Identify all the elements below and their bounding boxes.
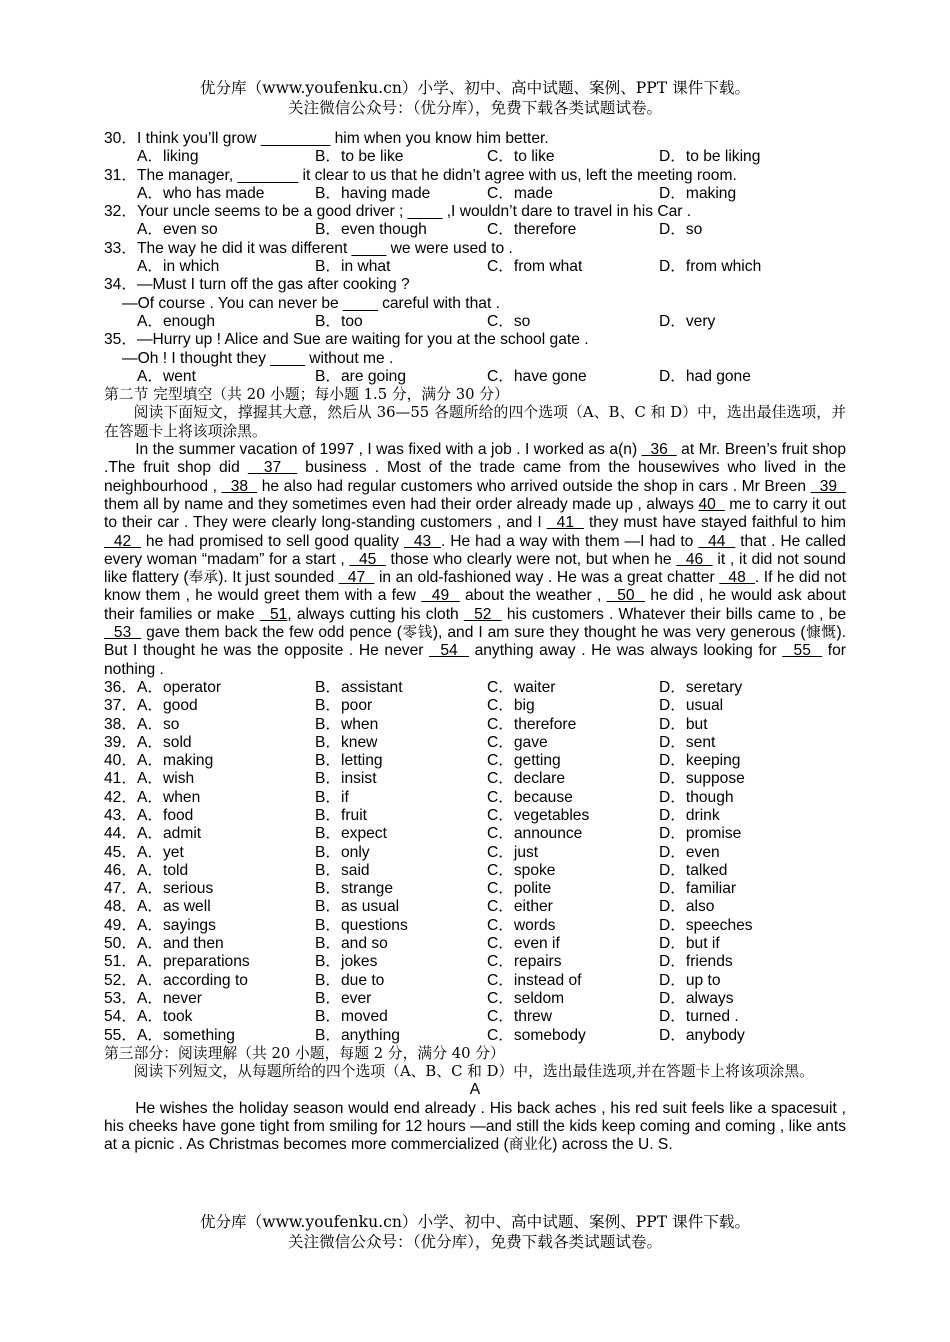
header-line-1: 优分库（www.youfenku.cn）小学、初中、高中试题、案例、PPT 课件下载。 xyxy=(199,79,751,97)
question-number: 50． xyxy=(104,935,137,953)
chinese-gloss: 零钱 xyxy=(401,625,433,642)
answer-option: C．have gone xyxy=(487,367,587,385)
answer-option: C．waiter xyxy=(487,678,556,696)
answer-option: B．are going xyxy=(315,367,407,385)
answer-option: B．expect xyxy=(315,825,387,843)
answer-option: A．as well xyxy=(137,898,211,916)
answer-option: C．so xyxy=(487,312,531,330)
blank-51: 51 xyxy=(259,605,288,623)
question-number: 48． xyxy=(104,898,137,916)
chinese-gloss: 慷慨 xyxy=(805,625,837,642)
answer-option: B．ever xyxy=(315,989,372,1007)
cloze-option-row xyxy=(104,862,846,880)
question-number: 39． xyxy=(104,733,137,751)
question-number: 52． xyxy=(104,971,137,989)
answer-option: A．even so xyxy=(137,221,218,239)
answer-option: B．fruit xyxy=(315,806,367,824)
answer-option: B．to be like xyxy=(315,148,404,166)
answer-option: A．yet xyxy=(137,843,184,861)
answer-option: A．wish xyxy=(137,770,195,788)
answer-option: A．never xyxy=(137,989,203,1007)
cloze-option-row xyxy=(104,844,846,862)
question-number: 55． xyxy=(104,1026,137,1044)
question-stem: 33．The way he did it was different ____ we were used to . xyxy=(104,239,513,257)
answer-option: B．having made xyxy=(315,184,431,202)
answer-option: C．spoke xyxy=(487,861,556,879)
answer-option: C．from what xyxy=(487,258,583,276)
chinese-gloss: 商业化 xyxy=(508,1137,553,1154)
answer-option: B．questions xyxy=(315,916,408,934)
answer-option: C．to like xyxy=(487,148,555,166)
answer-option: C．because xyxy=(487,788,573,806)
answer-option: C．even if xyxy=(487,935,560,953)
answer-option: B．letting xyxy=(315,752,383,770)
answer-option: B．strange xyxy=(315,880,394,898)
cloze-option-row xyxy=(104,697,846,715)
answer-option: A．told xyxy=(137,861,189,879)
answer-option: D．always xyxy=(659,989,734,1007)
answer-option: A．admit xyxy=(137,825,202,843)
answer-option: B．assistant xyxy=(315,678,403,696)
answer-option: D．keeping xyxy=(659,752,741,770)
option-row xyxy=(104,221,846,239)
answer-option: C．gave xyxy=(487,733,548,751)
chinese-gloss: 奉承 xyxy=(188,570,219,587)
answer-option: A．operator xyxy=(137,678,222,696)
answer-option: B．too xyxy=(315,312,363,330)
section3-title: 第三部分：阅读理解（共 20 小题，每题 2 分，满分 40 分） xyxy=(104,1044,505,1062)
question-stem: 31．The manager, _______ it clear to us that he didn’t agree with us, left the meeting room. xyxy=(104,166,737,184)
answer-option: D．drink xyxy=(659,806,720,824)
question-number: 43． xyxy=(104,806,137,824)
blank-43: 43 xyxy=(404,532,442,550)
answer-option: D．anybody xyxy=(659,1026,745,1044)
page-footer xyxy=(0,1212,950,1252)
question-number: 53． xyxy=(104,989,137,1007)
answer-option: D．promise xyxy=(659,825,742,843)
blank-53: 53 xyxy=(104,624,142,642)
cloze-option-row xyxy=(104,1027,846,1045)
footer-line-1: 优分库（www.youfenku.cn）小学、初中、高中试题、案例、PPT 课件下载。 xyxy=(199,1213,751,1231)
answer-option: B．when xyxy=(315,715,379,733)
option-row xyxy=(104,148,846,166)
question-number: 49． xyxy=(104,916,137,934)
footer-line-2: 关注微信公众号：（优分库），免费下载各类试题试卷。 xyxy=(287,1233,663,1251)
answer-option: C．somebody xyxy=(487,1026,586,1044)
answer-option: C．threw xyxy=(487,1008,552,1026)
answer-option: C．made xyxy=(487,184,553,202)
answer-option: B．moved xyxy=(315,1008,388,1026)
cloze-option-row xyxy=(104,807,846,825)
option-row xyxy=(104,368,846,386)
answer-option: A．liking xyxy=(137,148,199,166)
answer-option: D．to be liking xyxy=(659,148,761,166)
answer-option: D．from which xyxy=(659,258,762,276)
blank-37: 37 xyxy=(247,459,298,477)
blank-40: 40 xyxy=(698,495,725,513)
answer-option: B．if xyxy=(315,788,349,806)
option-row xyxy=(104,313,846,331)
answer-option: C．seldom xyxy=(487,989,565,1007)
cloze-option-row xyxy=(104,880,846,898)
blank-45: 45 xyxy=(349,550,386,568)
answer-option: D．speeches xyxy=(659,916,753,934)
question-stem: 32．Your uncle seems to be a good driver ; ____ ,I wouldn’t dare to travel in his Car . xyxy=(104,203,692,221)
page-header xyxy=(0,78,950,118)
passage-a-text: He wishes the holiday season would end already . His back aches , his red suit feels like a spacesuit , his cheeks have gone tight from smiling for 12 hours —and still the kids keep coming and coming , like ants at a picnic . As Christmas becomes more commercialized (商业化) across the U. S. xyxy=(104,1099,846,1154)
answer-option: A．when xyxy=(137,788,201,806)
blank-47: 47 xyxy=(338,569,375,587)
blank-44: 44 xyxy=(698,532,736,550)
section2-title: 第二节 完型填空（共 20 小题；每小题 1.5 分，满分 30 分） xyxy=(104,386,509,404)
blank-41: 41 xyxy=(546,514,584,532)
section2-instruction: 阅读下面短文，撑握其大意，然后从 36—55 各题所给的四个选项（A、B、C 和 D）中，选出最佳选项，并在答题卡上将该项涂黑。 xyxy=(104,404,846,440)
question-number: 41． xyxy=(104,770,137,788)
answer-option: B．only xyxy=(315,843,370,861)
answer-option: A．making xyxy=(137,752,214,770)
answer-option: C．polite xyxy=(487,880,552,898)
blank-52: 52 xyxy=(463,605,502,623)
question-number: 38． xyxy=(104,715,137,733)
question-number: 44． xyxy=(104,825,137,843)
blank-36: 36 xyxy=(641,441,677,459)
answer-option: B．due to xyxy=(315,971,385,989)
question-number: 46． xyxy=(104,861,137,879)
answer-option: B．poor xyxy=(315,697,373,715)
answer-option: D．suppose xyxy=(659,770,745,788)
answer-option: A．sold xyxy=(137,733,192,751)
answer-option: C．therefore xyxy=(487,715,577,733)
question-stem: 35．—Hurry up ! Alice and Sue are waiting for you at the school gate . xyxy=(104,331,589,349)
blank-42: 42 xyxy=(104,532,142,550)
blank-55: 55 xyxy=(782,642,823,660)
answer-option: D．turned . xyxy=(659,1008,739,1026)
answer-option: D．very xyxy=(659,312,716,330)
answer-option: C．big xyxy=(487,697,535,715)
answer-option: B．as usual xyxy=(315,898,400,916)
cloze-option-row xyxy=(104,990,846,1008)
question-reply: —Oh ! I thought they ____ without me . xyxy=(122,349,394,367)
answer-option: A．went xyxy=(137,367,196,385)
answer-option: A．sayings xyxy=(137,916,216,934)
cloze-option-row xyxy=(104,789,846,807)
blank-39: 39 xyxy=(810,477,846,495)
single-choice-section xyxy=(104,130,846,386)
question-stem: 30．I think you’ll grow ________ him when you know him better. xyxy=(104,130,549,147)
cloze-option-row xyxy=(104,953,846,971)
question-number: 37． xyxy=(104,697,137,715)
cloze-option-row xyxy=(104,917,846,935)
answer-option: A．took xyxy=(137,1008,193,1026)
answer-option: B．jokes xyxy=(315,953,378,971)
blank-38: 38 xyxy=(221,477,258,495)
cloze-option-row xyxy=(104,716,846,734)
question-number: 45． xyxy=(104,843,137,861)
cloze-options-list xyxy=(104,679,846,1045)
answer-option: A．food xyxy=(137,806,194,824)
answer-option: C．announce xyxy=(487,825,583,843)
answer-option: C．therefore xyxy=(487,221,577,239)
cloze-option-row xyxy=(104,825,846,843)
answer-option: A．preparations xyxy=(137,953,250,971)
answer-option: A．good xyxy=(137,697,198,715)
cloze-passage: In the summer vacation of 1997 , I was fixed with a job . I worked as a(n) 36 at Mr. Breen’s fruit shop .The fruit shop did 37 business . Most of the trade came from the housewives who lived in the neighbourhood , 38 he also had regular customers who arrived outside the shop in cars . Mr Breen 39 them all by name and they sometimes even had their order already made up , always 40 me to carry it out to their car . They were clearly long-standing customers , and I 41 they must have stayed faithful to him 42 he had promised to sell good quality 43 . He had a way with them —I had to 44 that . He called every woman “madam” for a start , 45 those who clearly were not, but when he 46 it , it did not sound like flattery (奉承). It just sounded 47 in an old-fashioned way . He was a great chatter 48 . If he did not know them , he would greet them with a few 49 about the weather , 50 he did , he would ask about their families or make 51, always cutting his cloth 52 his customers . Whatever their bills came to , be 53 gave them back the few odd pence (零钱), and I am sure they thought he was very generous (慷慨). But I thought he was the opposite . He never 54 anything away . He was always looking for 55 for nothing . xyxy=(104,441,847,678)
question-number: 54． xyxy=(104,1008,137,1026)
answer-option: D．up to xyxy=(659,971,721,989)
answer-option: D．familiar xyxy=(659,880,737,898)
answer-option: A．serious xyxy=(137,880,214,898)
question-number: 42． xyxy=(104,788,137,806)
answer-option: D．but xyxy=(659,715,708,733)
cloze-option-row xyxy=(104,1008,846,1026)
answer-option: A．in which xyxy=(137,258,220,276)
answer-option: A．who has made xyxy=(137,184,265,202)
blank-48: 48 xyxy=(719,569,755,587)
answer-option: D．talked xyxy=(659,861,728,879)
answer-option: D．friends xyxy=(659,953,733,971)
answer-option: D．also xyxy=(659,898,715,916)
cloze-option-row xyxy=(104,734,846,752)
answer-option: D．making xyxy=(659,184,737,202)
blank-54: 54 xyxy=(429,642,469,660)
cloze-option-row xyxy=(104,752,846,770)
exam-content xyxy=(104,130,846,1155)
answer-option: C．words xyxy=(487,916,556,934)
question-number: 40． xyxy=(104,752,137,770)
option-row xyxy=(104,185,846,203)
answer-option: C．repairs xyxy=(487,953,562,971)
answer-option: B．knew xyxy=(315,733,378,751)
question-number: 51． xyxy=(104,953,137,971)
answer-option: C．getting xyxy=(487,752,561,770)
answer-option: B．even though xyxy=(315,221,427,239)
cloze-option-row xyxy=(104,770,846,788)
header-line-2: 关注微信公众号：（优分库），免费下载各类试题试卷。 xyxy=(287,99,663,117)
cloze-option-row xyxy=(104,679,846,697)
answer-option: D．though xyxy=(659,788,734,806)
question-number: 36． xyxy=(104,678,137,696)
option-row xyxy=(104,258,846,276)
answer-option: D．seretary xyxy=(659,678,743,696)
blank-49: 49 xyxy=(421,587,460,605)
question-stem: 34．—Must I turn off the gas after cooking ? xyxy=(104,276,410,294)
blank-50: 50 xyxy=(606,587,646,605)
answer-option: D．but if xyxy=(659,935,720,953)
blank-46: 46 xyxy=(676,550,713,568)
answer-option: A．something xyxy=(137,1026,235,1044)
answer-option: C．declare xyxy=(487,770,565,788)
answer-option: A．enough xyxy=(137,312,216,330)
answer-option: D．even xyxy=(659,843,720,861)
answer-option: D．sent xyxy=(659,733,716,751)
answer-option: A．so xyxy=(137,715,180,733)
answer-option: C．instead of xyxy=(487,971,582,989)
cloze-option-row xyxy=(104,898,846,916)
answer-option: B．anything xyxy=(315,1026,400,1044)
answer-option: B．insist xyxy=(315,770,377,788)
section3-instruction: 阅读下列短文，从每题所给的四个选项（A、B、C 和 D）中，选出最佳选项,并在答题卡上将该项涂黑。 xyxy=(133,1063,814,1081)
question-number: 47． xyxy=(104,880,137,898)
cloze-option-row xyxy=(104,972,846,990)
answer-option: B．and so xyxy=(315,935,388,953)
answer-option: A．according to xyxy=(137,971,248,989)
question-reply: —Of course . You can never be ____ careful with that . xyxy=(122,294,500,312)
answer-option: C．just xyxy=(487,843,539,861)
answer-option: C．vegetables xyxy=(487,806,590,824)
answer-option: B．in what xyxy=(315,258,391,276)
answer-option: D．usual xyxy=(659,697,724,715)
cloze-option-row xyxy=(104,935,846,953)
answer-option: D．had gone xyxy=(659,367,751,385)
answer-option: D．so xyxy=(659,221,703,239)
answer-option: C．either xyxy=(487,898,553,916)
answer-option: A．and then xyxy=(137,935,224,953)
passage-a-label: A xyxy=(469,1081,481,1099)
answer-option: B．said xyxy=(315,861,370,879)
